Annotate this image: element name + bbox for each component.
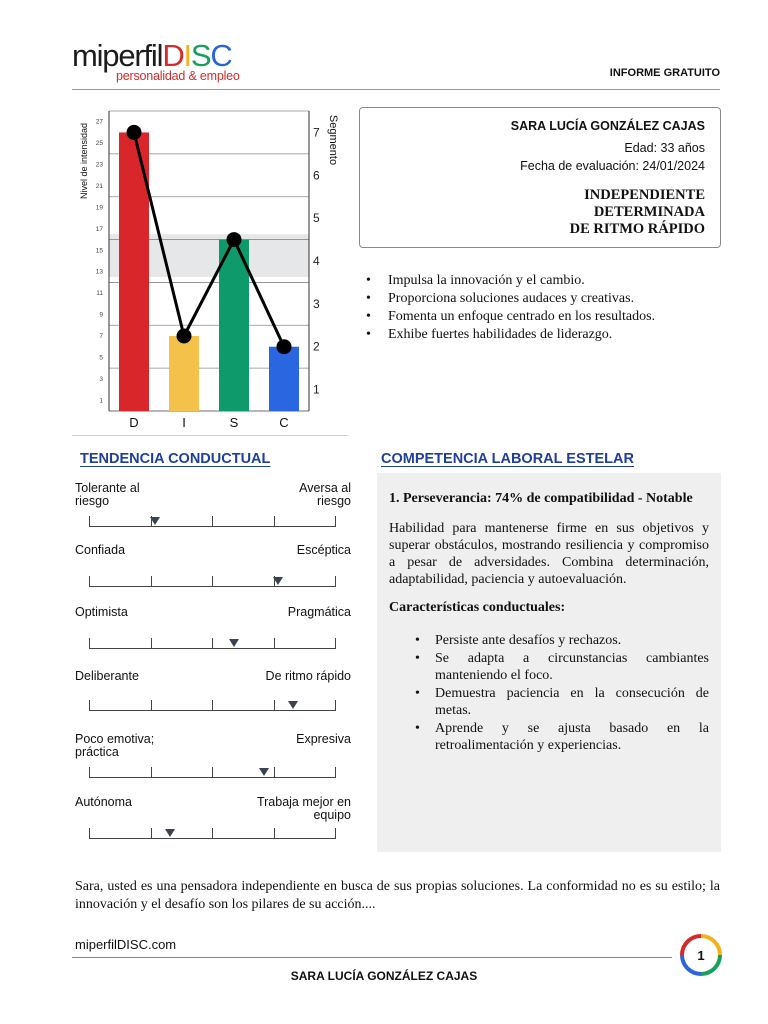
scale-tick: [212, 767, 213, 778]
y-tick-label: 13: [95, 268, 103, 276]
scale-tick: [335, 828, 336, 839]
scale-left-label: Deliberante: [75, 669, 139, 683]
scale-tick: [212, 828, 213, 839]
bar-c: [269, 347, 299, 411]
scale-track: [89, 637, 335, 649]
y-tick-label: 23: [95, 161, 103, 169]
scale-tick: [89, 767, 90, 778]
scale-tick: [151, 828, 152, 839]
scale-tick: [274, 516, 275, 527]
competency-item: • Demuestra paciencia en la consecución de metas.: [389, 685, 709, 719]
trait-1: INDEPENDIENTE: [584, 187, 705, 203]
profile-card: [359, 107, 721, 248]
scale-track: [89, 575, 335, 587]
profile-traits: [370, 187, 705, 238]
scale-left-label: Poco emotiva; práctica: [75, 732, 155, 759]
report-type-label: INFORME GRATUITO: [609, 67, 720, 79]
y-tick-label: 9: [99, 311, 103, 319]
scale-right-label: De ritmo rápido: [265, 669, 351, 683]
segment-tick-label: 5: [313, 211, 320, 226]
scale-tick: [89, 576, 90, 587]
data-point-i: [177, 329, 192, 344]
competency-heading: 1. Perseverancia: 74% de compatibilidad - Notable: [389, 491, 693, 506]
competency-item: • Persiste ante desafíos y rechazos.: [389, 632, 709, 649]
scale-tick: [212, 576, 213, 587]
scale-marker-icon: [259, 768, 269, 776]
scale-tick: [89, 700, 90, 711]
scale-tick: [212, 638, 213, 649]
segment-tick-label: 3: [313, 296, 320, 311]
profile-age: Edad: 33 años: [624, 141, 705, 155]
segment-tick-label: 6: [313, 168, 320, 183]
scale-tick: [274, 828, 275, 839]
scale-tick: [335, 576, 336, 587]
category-label: C: [279, 415, 289, 430]
scale-marker-icon: [229, 639, 239, 647]
scale-marker-icon: [288, 701, 298, 709]
scale-right-label: Trabaja mejor en equipo: [256, 795, 351, 822]
competency-title: COMPETENCIA LABORAL ESTELAR: [381, 451, 634, 467]
scale-left-label: Optimista: [75, 605, 128, 619]
competency-list: [389, 632, 709, 754]
page-number: 1: [697, 948, 705, 963]
y-tick-label: 1: [99, 397, 103, 405]
scale-tick: [335, 638, 336, 649]
summary-text: Sara, usted es una pensadora independiente en busca de sus propias soluciones. La conformidad no es su estilo; la innovación y el desafío son los pilares de su acción....: [75, 879, 720, 912]
footer-divider: [72, 957, 672, 958]
segment-tick-label: 7: [313, 125, 320, 140]
y2-axis-title: Segmento: [327, 114, 339, 166]
highlight-item: • Exhibe fuertes habilidades de liderazgo.: [366, 326, 726, 344]
highlights-list: [366, 272, 726, 344]
competency-subheading: Características conductuales:: [389, 600, 566, 615]
scale-right-label: Pragmática: [287, 605, 351, 619]
brand-logo: [72, 40, 240, 83]
y-tick-label: 15: [95, 247, 103, 255]
data-point-c: [277, 339, 292, 354]
header-divider: [72, 89, 720, 90]
scale-tick: [274, 700, 275, 711]
footer-site-link[interactable]: miperfilDISC.com: [75, 937, 177, 952]
highlight-item: • Fomenta un enfoque centrado en los resultados.: [366, 308, 726, 326]
scale-tick: [151, 767, 152, 778]
scale-left-label: Confiada: [75, 543, 126, 557]
scale-track: [89, 827, 335, 839]
competency-item: • Aprende y se ajusta basado en la retroalimentación y experiencias.: [389, 720, 709, 754]
logo-tagline: personalidad & empleo: [116, 69, 240, 83]
y-tick-label: 19: [95, 204, 103, 212]
segment-tick-label: 2: [313, 339, 320, 354]
y-tick-label: 17: [95, 225, 103, 233]
scale-tick: [335, 767, 336, 778]
scale-pace: [75, 670, 351, 683]
data-point-d: [127, 125, 142, 140]
highlight-item: • Proporciona soluciones audaces y creativas.: [366, 290, 726, 308]
profile-name: SARA LUCÍA GONZÁLEZ CAJAS: [510, 119, 705, 133]
scale-outlook: [75, 606, 351, 619]
y-tick-label: 25: [95, 140, 103, 148]
scale-tick: [89, 638, 90, 649]
scale-tick: [89, 828, 90, 839]
scale-trust: [75, 544, 351, 557]
scale-tick: [212, 516, 213, 527]
y-tick-label: 3: [99, 375, 103, 383]
trait-2: DETERMINADA: [593, 204, 705, 220]
scale-left-label: Autónoma: [75, 795, 132, 809]
scale-tick: [151, 638, 152, 649]
category-label: I: [182, 415, 186, 430]
profile-date: Fecha de evaluación: 24/01/2024: [520, 159, 705, 173]
scale-tick: [335, 700, 336, 711]
scale-right-label: Aversa al riesgo: [299, 481, 351, 508]
category-label: S: [229, 415, 239, 430]
competency-item: • Se adapta a circunstancias cambiantes manteniendo el foco.: [389, 650, 709, 684]
y-tick-label: 21: [95, 183, 103, 190]
scale-tick: [89, 516, 90, 527]
logo-wordmark: miperfilDISC: [72, 38, 232, 73]
trait-3: DE RITMO RÁPIDO: [569, 221, 705, 237]
y-tick-label: 5: [99, 354, 103, 362]
scale-track: [89, 515, 335, 527]
competency-card: [377, 473, 721, 852]
scale-marker-icon: [165, 829, 175, 837]
scale-tick: [335, 516, 336, 527]
tendency-title: TENDENCIA CONDUCTUAL: [80, 451, 271, 467]
chart-divider: [72, 435, 348, 436]
scale-marker-icon: [273, 577, 283, 585]
scale-teamwork: [75, 796, 351, 822]
category-label: D: [129, 415, 139, 430]
scale-emotion: [75, 733, 351, 759]
scale-track: [89, 699, 335, 711]
scale-track: [89, 766, 335, 778]
highlight-item: • Impulsa la innovación y el cambio.: [366, 272, 726, 290]
scale-marker-icon: [150, 517, 160, 525]
disc-chart: [72, 100, 352, 435]
scale-right-label: Expresiva: [296, 732, 351, 746]
y-tick-label: 7: [99, 333, 103, 340]
segment-tick-label: 1: [313, 382, 320, 397]
scale-risk: [75, 482, 351, 508]
data-point-s: [227, 232, 242, 247]
segment-tick-label: 4: [313, 254, 320, 268]
y-axis-title: Nivel de intensidad: [79, 122, 89, 200]
competency-description: Habilidad para mantenerse firme en sus objetivos y superar obstáculos, mostrando resiliencia y compromiso a pesar de adversidades. Combina determinación, adaptabilidad, paciencia y autoevaluación.: [389, 521, 709, 587]
scale-left-label: Tolerante al riesgo: [75, 481, 140, 508]
scale-right-label: Escéptica: [296, 543, 351, 557]
scale-tick: [151, 576, 152, 587]
scale-tick: [274, 767, 275, 778]
y-tick-label: 27: [95, 118, 103, 126]
footer-name: SARA LUCÍA GONZÁLEZ CAJAS: [290, 969, 478, 983]
scale-tick: [151, 700, 152, 711]
bar-i: [169, 336, 199, 411]
y-tick-label: 11: [96, 290, 103, 298]
scale-tick: [274, 638, 275, 649]
scale-tick: [212, 700, 213, 711]
